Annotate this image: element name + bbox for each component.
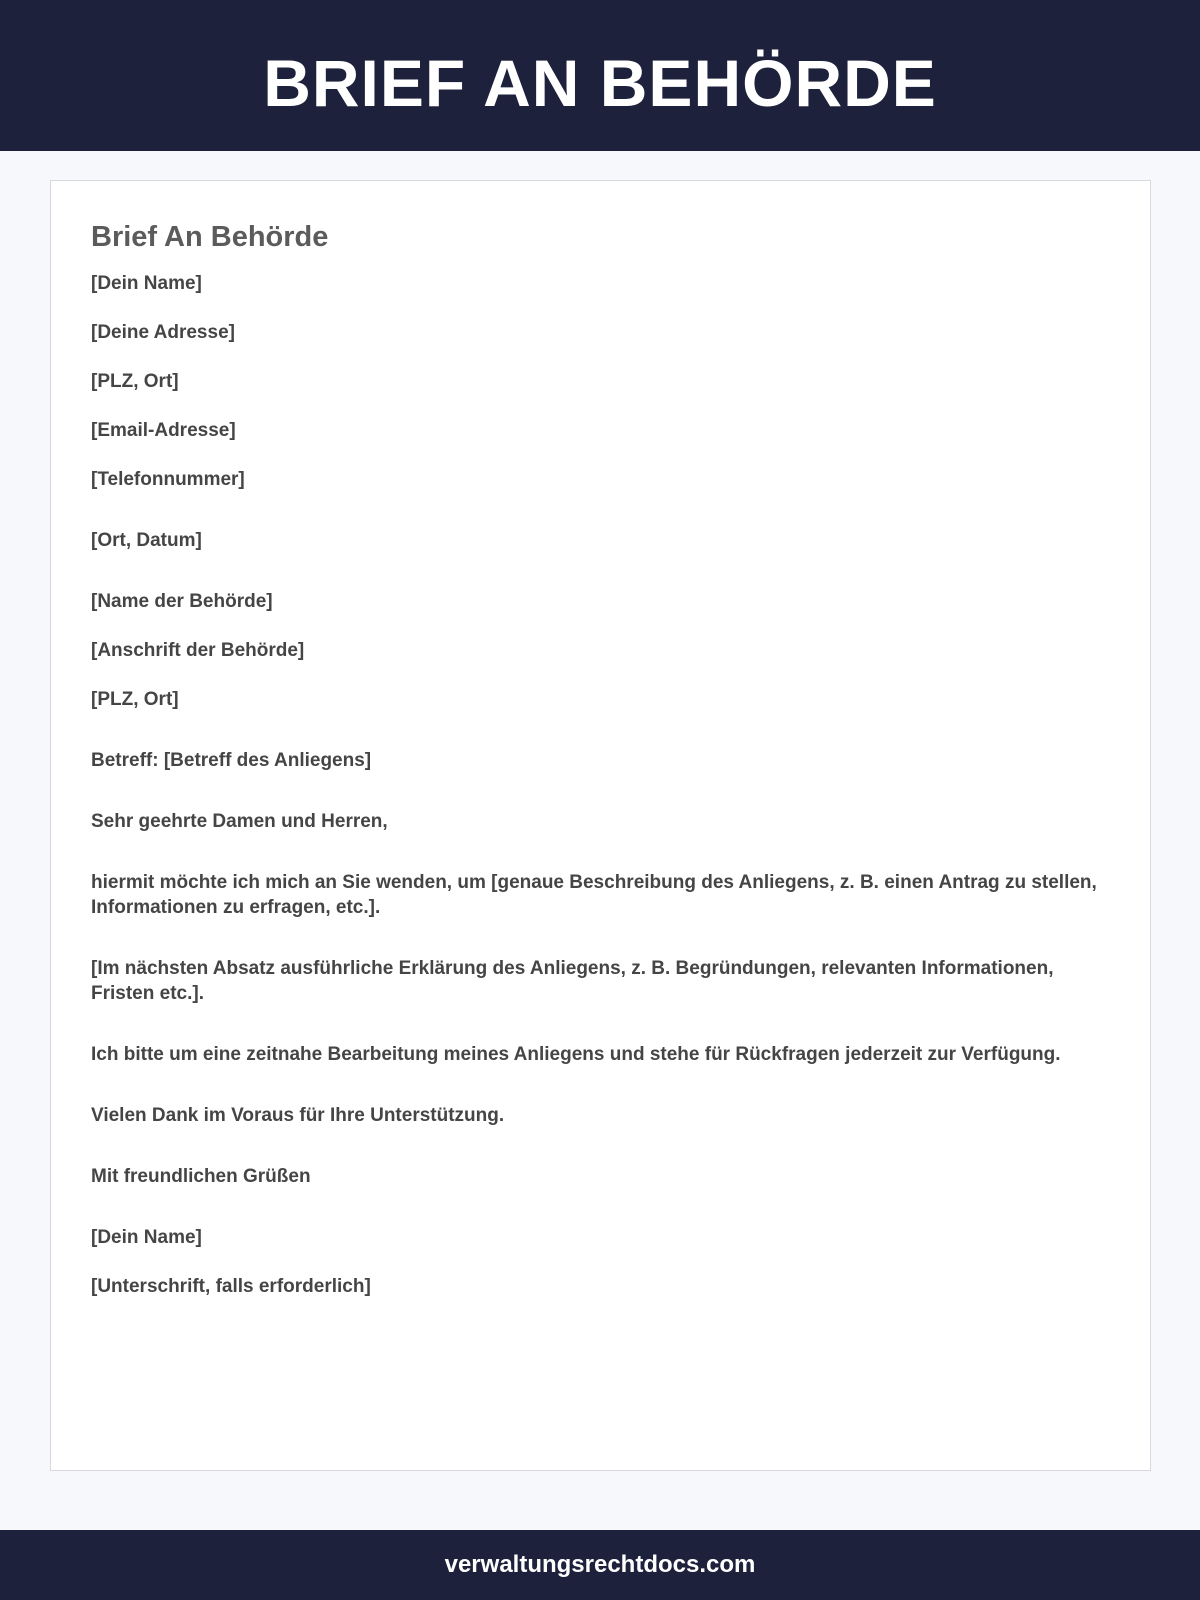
sender-address: [Deine Adresse]: [91, 322, 235, 343]
letter-card: [50, 180, 1151, 1471]
recipient-name: [Name der Behörde]: [91, 591, 273, 612]
document-title: Brief An Behörde: [91, 221, 329, 253]
sender-name: [Dein Name]: [91, 273, 202, 294]
footer-site-link[interactable]: verwaltungsrechtdocs.com: [444, 1551, 756, 1578]
sender-phone: [Telefonnummer]: [91, 469, 245, 490]
letter-paragraph: Ich bitte um eine zeitnahe Bearbeitung meines Anliegens und stehe für Rückfragen jederzeit zur Verfügung.: [91, 1044, 1061, 1065]
recipient-city: [PLZ, Ort]: [91, 689, 179, 710]
page-footer: [0, 1530, 1200, 1600]
letter-paragraph: [Im nächsten Absatz ausführliche Erklärung des Anliegens, z. B. Begründungen, relevanten Informationen, Fristen etc.].: [91, 958, 1054, 1004]
letter-subject: Betreff: [Betreff des Anliegens]: [91, 750, 372, 771]
letter-date: [Ort, Datum]: [91, 530, 202, 551]
signature-note: [Unterschrift, falls erforderlich]: [91, 1276, 371, 1297]
recipient-address: [Anschrift der Behörde]: [91, 640, 305, 661]
sender-email: [Email-Adresse]: [91, 420, 236, 441]
page-title: BRIEF AN BEHÖRDE: [263, 45, 937, 120]
letter-paragraph: Vielen Dank im Voraus für Ihre Unterstützung.: [91, 1105, 505, 1126]
letter-paragraph: hiermit möchte ich mich an Sie wenden, um [genaue Beschreibung des Anliegens, z. B. einen Antrag zu stellen, Informationen zu erfragen, etc.].: [91, 872, 1097, 918]
letter-salutation: Sehr geehrte Damen und Herren,: [91, 811, 388, 832]
page-header: [0, 0, 1200, 151]
letter-closing: Mit freundlichen Grüßen: [91, 1166, 311, 1187]
signature-name: [Dein Name]: [91, 1227, 202, 1248]
sender-city: [PLZ, Ort]: [91, 371, 179, 392]
